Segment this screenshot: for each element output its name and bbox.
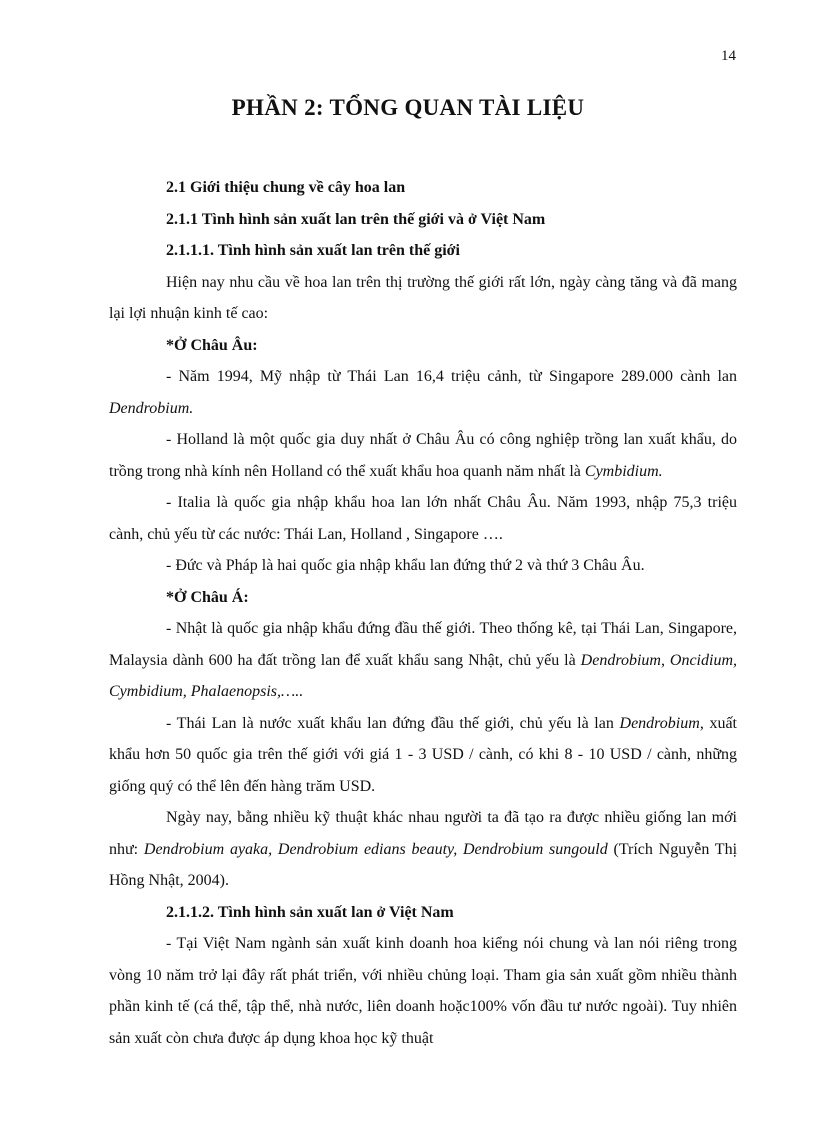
page-title: PHẦN 2: TỔNG QUAN TÀI LIỆU — [231, 95, 585, 120]
asia-item-1-text: - Nhật là quốc gia nhập khẩu đứng đầu thế giới. Theo thống kê, tại Thái Lan, Singapore, Malaysia dành 600 ha đất trồng lan để xuất khẩu sang Nhật, chủ yếu là — [109, 620, 737, 669]
heading-2-1-1-2: 2.1.1.2. Tình hình sản xuất lan ở Việt Nam — [166, 903, 454, 921]
heading-2-1-1-1: 2.1.1.1. Tình hình sản xuất lan trên thế giới — [166, 242, 460, 259]
asia-item-2-text-b: , xuất khẩu hơn 50 quốc gia trên thế giới với giá 1 - 3 USD / cành, có khi 8 - 10 USD / cành, những giống quý có thể lên đến hàng trăm USD. — [109, 714, 738, 795]
asia-item-2-text-a: - Thái Lan là nước xuất khẩu lan đứng đầu thế giới, chủ yếu là lan — [166, 714, 620, 732]
nowadays-citation: (Trích Nguyễn Thị Hồng Nhật, 2004). — [109, 840, 738, 889]
europe-item-1-text: - Năm 1994, Mỹ nhập từ Thái Lan 16,4 triệu cảnh, từ Singapore 289.000 cành lan — [166, 368, 737, 385]
europe-item-2-text: - Holland là một quốc gia duy nhất ở Châu Âu có công nghiệp trồng lan xuất khẩu, do trồng trong nhà kính nên Holland có thể xuất khẩu hoa quanh năm nhất là — [109, 431, 737, 480]
heading-2-1: 2.1 Giới thiệu chung về cây hoa lan — [166, 179, 406, 196]
nowadays-text: Ngày nay, bằng nhiều kỹ thuật khác nhau người ta đã tạo ra được nhiều giống lan mới như: — [109, 809, 737, 858]
asia-item-2 — [109, 708, 737, 803]
vietnam-item-1: - Tại Việt Nam ngành sản xuất kinh doanh hoa kiểng nói chung và lan nói riêng trong vòng 10 năm trở lại đây rất phát triển, với nhiều chủng loại. Tham gia sản xuất gồm nhiều thành phần kinh tế (cá thể, tập thể, nhà nước, liên doanh hoặc100% vốn đầu tư nước ngoài). Tuy nhiên sản xuất còn chưa được áp dụng khoa học kỹ thuật — [109, 935, 737, 1047]
asia-item-2-species: Dendrobium — [619, 714, 700, 732]
europe-item-1-species: Dendrobium. — [109, 399, 194, 417]
europe-item-2 — [109, 424, 737, 487]
nowadays-paragraph — [109, 802, 737, 897]
nowadays-species: Dendrobium ayaka, Dendrobium edians beauty, Dendrobium sungould — [143, 840, 608, 858]
europe-item-1 — [109, 361, 737, 424]
document-body — [109, 172, 737, 1054]
asia-heading: *Ở Châu Á: — [166, 588, 249, 606]
europe-item-3: - Italia là quốc gia nhập khẩu hoa lan lớn nhất Châu Âu. Năm 1993, nhập 75,3 triệu cành, chủ yếu từ các nước: Thái Lan, Holland , Singapore …. — [109, 494, 737, 543]
europe-item-2-species: Cymbidium. — [584, 462, 663, 480]
asia-item-1 — [109, 613, 737, 708]
europe-item-4: - Đức và Pháp là hai quốc gia nhập khẩu lan đứng thứ 2 và thứ 3 Châu Âu. — [166, 557, 645, 574]
heading-2-1-1: 2.1.1 Tình hình sản xuất lan trên thế giới và ở Việt Nam — [166, 210, 546, 228]
asia-item-1-species: Dendrobium, Oncidium, Cymbidium, Phalaenopsis,….. — [109, 651, 737, 700]
page-number: 14 — [721, 48, 736, 64]
intro-paragraph: Hiện nay nhu cầu về hoa lan trên thị trường thế giới rất lớn, ngày càng tăng và đã mang lại lợi nhuận kinh tế cao: — [109, 273, 737, 322]
europe-heading: *Ở Châu Âu: — [166, 336, 258, 354]
